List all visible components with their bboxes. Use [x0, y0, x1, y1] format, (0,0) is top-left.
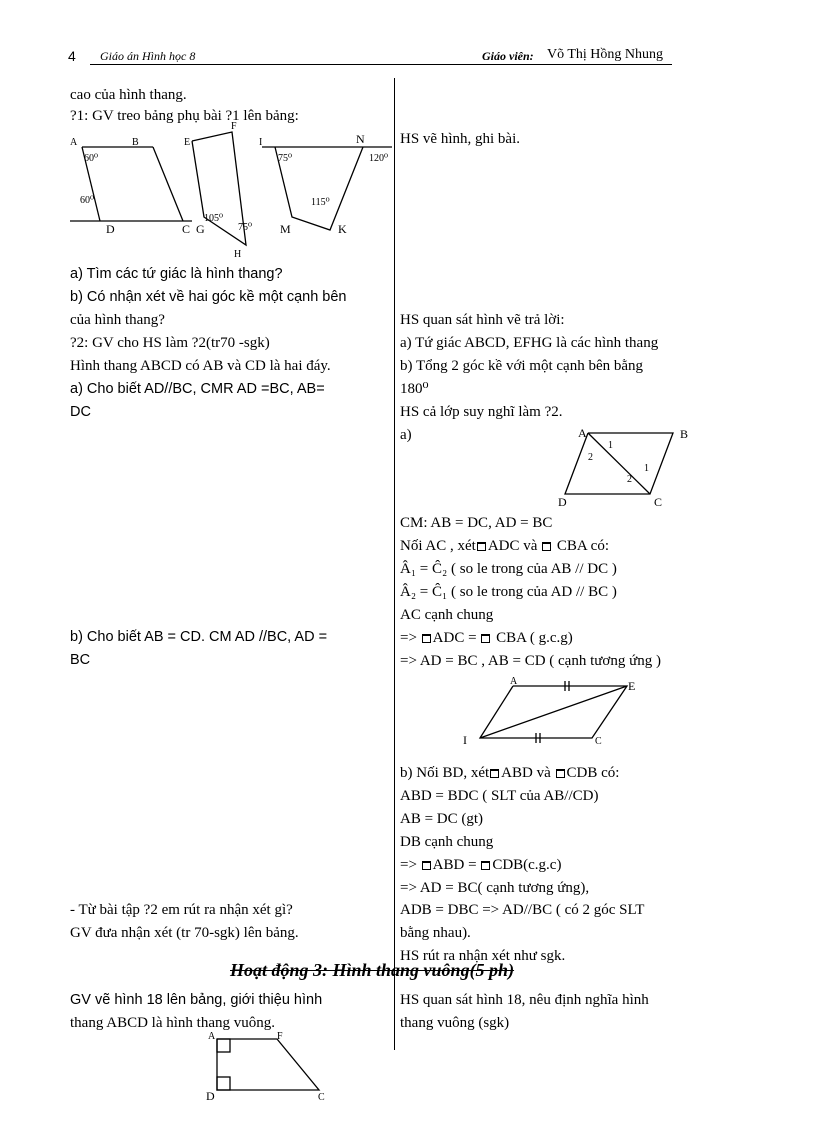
right-line-3: a) Tứ giác ABCD, EFHG là các hình thang	[400, 335, 659, 351]
label-B: B	[132, 137, 139, 148]
r15-text-1: b) Nối BD, xét	[400, 765, 490, 781]
angle-105: 105⁰	[204, 213, 224, 224]
label-M: M	[280, 222, 291, 236]
right-line-25: thang vuông (sgk)	[400, 1015, 510, 1031]
left-line-13: GV đưa nhận xét (tr 70-sgk) lên bảng.	[70, 925, 299, 941]
figa-angle-A2: 2	[588, 452, 593, 463]
header-teacher-name: Võ Thị Hồng Nhung	[547, 47, 664, 62]
figa-angle-A1: 1	[608, 440, 613, 451]
right-line-24: HS quan sát hình 18, nêu định nghĩa hình	[400, 992, 649, 1008]
r13-text-3: CBA ( g.c.g)	[496, 630, 573, 646]
r9-text-3: CBA có:	[556, 538, 610, 554]
label-C: C	[182, 222, 191, 236]
figa-angle-C1: 1	[644, 463, 649, 474]
right-line-12: AC cạnh chung	[400, 607, 494, 623]
right-line-23: HS rút ra nhận xét như sgk.	[400, 948, 566, 964]
left-line-8-text: a) Cho biết AD//BC, CMR AD =BC, AB=	[70, 381, 325, 397]
right-line-15	[400, 762, 619, 784]
figure-q1-quadrilaterals	[62, 118, 402, 266]
left-line-3: a) Tìm các tứ giác là hình thang?	[70, 266, 283, 282]
figa-label-B: B	[680, 427, 689, 441]
figa-label-A: A	[578, 426, 587, 440]
figb-label-E: E	[628, 679, 636, 693]
label-I: I	[259, 137, 263, 148]
left-line-5: của hình thang?	[70, 312, 165, 328]
right-line-8: CM: AB = DC, AD = BC	[400, 515, 553, 531]
triangle-icon	[556, 769, 565, 778]
figb-label-C: C	[595, 736, 602, 747]
r19-text-2: ABD =	[432, 857, 477, 873]
r13-text-2: ADC =	[432, 630, 477, 646]
right-line-6: HS cả lớp suy nghĩ làm ?2.	[400, 404, 563, 420]
label-F: F	[231, 121, 237, 132]
angle-75-i: 75⁰	[278, 153, 293, 164]
right-line-16: ABD = BDC ( SLT của AB//CD)	[400, 788, 599, 804]
left-line-10: b) Cho biết AB = CD. CM AD //BC, AD =	[70, 629, 328, 645]
label-D: D	[106, 222, 115, 236]
r15-text-2: ABD và	[501, 765, 551, 781]
left-line-12: - Từ bài tập ?2 em rút ra nhận xét gì?	[70, 902, 293, 918]
triangle-icon	[477, 542, 486, 551]
left-line-11: BC	[70, 652, 91, 668]
label-K: K	[338, 222, 347, 236]
left-line-2: ?1: GV treo bảng phụ bài ?1 lên bảng:	[70, 108, 299, 124]
triangle-icon	[542, 542, 551, 551]
figb-label-A: A	[510, 676, 518, 687]
label-G: G	[196, 222, 205, 236]
right-line-11: Â₂ = Ĉ₁ ( so le trong của AD // BC )	[400, 584, 617, 600]
header-left-title: Giáo án Hình học 8	[100, 49, 196, 63]
figure-q2b-parallelogram	[455, 672, 645, 752]
section-heading: Hoạt động 3: Hình thang vuông(5 ph)	[230, 960, 515, 980]
angle-120: 120⁰	[369, 153, 389, 164]
page-number: 4	[68, 48, 76, 64]
figure-18-right-trapezoid	[200, 1030, 330, 1102]
left-line-8	[70, 378, 386, 400]
right-line-7: a)	[400, 427, 412, 443]
r9-text-1: Nối AC , xét	[400, 538, 476, 554]
fig18-label-B: F	[277, 1031, 283, 1042]
triangle-icon	[481, 634, 490, 643]
right-line-14: => AD = BC , AB = CD ( cạnh tương ứng )	[400, 653, 661, 669]
fig18-label-D: D	[206, 1089, 215, 1103]
figa-angle-C2: 2	[627, 474, 632, 485]
angle-115: 115⁰	[311, 197, 330, 208]
right-line-2: HS quan sát hình vẽ trả lời:	[400, 312, 565, 328]
left-line-14: GV vẽ hình 18 lên bảng, giới thiệu hình	[70, 992, 323, 1008]
r9-text-2: ADC và	[487, 538, 538, 554]
figa-label-D: D	[558, 495, 567, 509]
header-teacher-label: Giáo viên:	[482, 49, 534, 63]
r15-text-3: CDB có:	[566, 765, 620, 781]
left-line-6: ?2: GV cho HS làm ?2(tr70 -sgk)	[70, 335, 270, 351]
right-line-10: Â₁ = Ĉ₂ ( so le trong của AB // DC )	[400, 561, 617, 577]
label-H: H	[234, 249, 242, 260]
r13-text-1: =>	[400, 630, 417, 646]
right-line-5: 180⁰	[400, 381, 429, 397]
right-line-20: => AD = BC( cạnh tương ứng),	[400, 880, 590, 896]
r19-text-3: CDB(c.g.c)	[492, 857, 562, 873]
left-line-9: DC	[70, 404, 91, 420]
label-N: N	[356, 132, 365, 146]
right-line-18: DB cạnh chung	[400, 834, 494, 850]
r19-text-1: =>	[400, 857, 417, 873]
right-line-13	[400, 627, 573, 649]
angle-75-h: 75⁰	[238, 222, 253, 233]
triangle-icon	[490, 769, 499, 778]
triangle-icon	[422, 861, 431, 870]
label-E: E	[184, 137, 191, 148]
right-line-19	[400, 854, 561, 876]
header-rule	[90, 64, 672, 65]
label-A: A	[70, 137, 78, 148]
right-line-9	[400, 535, 609, 557]
right-line-1: HS vẽ hình, ghi bài.	[400, 131, 520, 147]
left-line-7: Hình thang ABCD có AB và CD là hai đáy.	[70, 358, 331, 374]
figb-label-I: I	[463, 733, 467, 747]
right-line-4: b) Tổng 2 góc kề với một cạnh bên bằng	[400, 358, 644, 374]
left-line-4: b) Có nhận xét về hai góc kề một cạnh bên	[70, 289, 347, 305]
angle-60-left: 60⁰	[80, 195, 95, 206]
left-line-15: thang ABCD là hình thang vuông.	[70, 1015, 275, 1031]
figure-q2a-parallelogram	[550, 422, 710, 510]
triangle-icon	[481, 861, 490, 870]
figa-label-C: C	[654, 495, 663, 509]
triangle-icon	[422, 634, 431, 643]
left-line-1: cao của hình thang.	[70, 87, 187, 103]
angle-60-top: 60⁰	[84, 153, 99, 164]
right-line-17: AB = DC (gt)	[400, 811, 484, 827]
fig18-label-C: C	[318, 1092, 325, 1103]
fig18-label-A: A	[208, 1031, 216, 1042]
right-line-22: bằng nhau).	[400, 925, 471, 941]
right-line-21: ADB = DBC => AD//BC ( có 2 góc SLT	[400, 902, 645, 918]
